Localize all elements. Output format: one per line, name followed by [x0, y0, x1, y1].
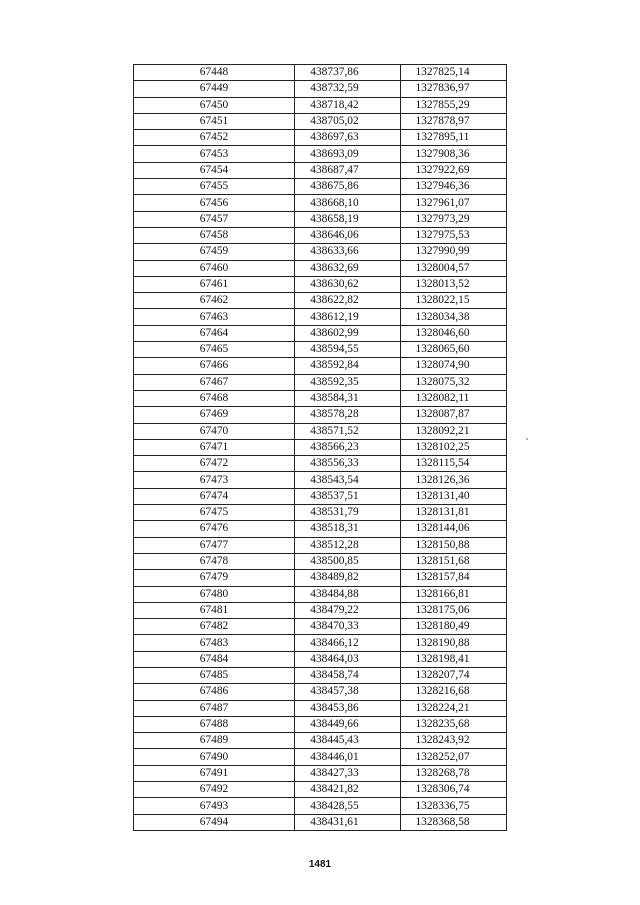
point-number-cell: 67466 [134, 358, 295, 374]
y-coordinate-cell: 1328268,78 [401, 765, 507, 781]
table-row [134, 276, 507, 292]
y-coordinate-cell: 1328166,81 [401, 586, 507, 602]
x-coordinate-cell: 438622,82 [295, 293, 401, 309]
x-coordinate-cell: 438592,35 [295, 374, 401, 390]
table-row [134, 309, 507, 325]
point-number-cell: 67460 [134, 260, 295, 276]
x-coordinate-cell: 438633,66 [295, 244, 401, 260]
point-number-cell: 67494 [134, 814, 295, 830]
table-row [134, 798, 507, 814]
table-row [134, 162, 507, 178]
table-row [134, 325, 507, 341]
point-number-cell: 67465 [134, 342, 295, 358]
table-row [134, 716, 507, 732]
y-coordinate-cell: 1328065,60 [401, 342, 507, 358]
y-coordinate-cell: 1328180,49 [401, 619, 507, 635]
x-coordinate-cell: 438466,12 [295, 635, 401, 651]
x-coordinate-cell: 438697,63 [295, 130, 401, 146]
y-coordinate-cell: 1328157,84 [401, 570, 507, 586]
point-number-cell: 67486 [134, 684, 295, 700]
x-coordinate-cell: 438518,31 [295, 521, 401, 537]
x-coordinate-cell: 438479,22 [295, 602, 401, 618]
point-number-cell: 67461 [134, 276, 295, 292]
x-coordinate-cell: 438556,33 [295, 456, 401, 472]
table-row [134, 358, 507, 374]
y-coordinate-cell: 1328074,90 [401, 358, 507, 374]
x-coordinate-cell: 438578,28 [295, 407, 401, 423]
table-row [134, 130, 507, 146]
x-coordinate-cell: 438470,33 [295, 619, 401, 635]
table-row [134, 179, 507, 195]
point-number-cell: 67452 [134, 130, 295, 146]
x-coordinate-cell: 438584,31 [295, 390, 401, 406]
y-coordinate-cell: 1328004,57 [401, 260, 507, 276]
y-coordinate-cell: 1327975,53 [401, 227, 507, 243]
table-row [134, 390, 507, 406]
point-number-cell: 67474 [134, 488, 295, 504]
y-coordinate-cell: 1327973,29 [401, 211, 507, 227]
x-coordinate-cell: 438446,01 [295, 749, 401, 765]
point-number-cell: 67479 [134, 570, 295, 586]
table-row [134, 505, 507, 521]
y-coordinate-cell: 1328092,21 [401, 423, 507, 439]
x-coordinate-cell: 438453,86 [295, 700, 401, 716]
x-coordinate-cell: 438457,38 [295, 684, 401, 700]
y-coordinate-cell: 1328190,88 [401, 635, 507, 651]
table-row [134, 113, 507, 129]
table-row [134, 260, 507, 276]
y-coordinate-cell: 1328131,81 [401, 505, 507, 521]
point-number-cell: 67451 [134, 113, 295, 129]
point-number-cell: 67492 [134, 782, 295, 798]
x-coordinate-cell: 438566,23 [295, 439, 401, 455]
table-row [134, 814, 507, 830]
y-coordinate-cell: 1328046,60 [401, 325, 507, 341]
table-row [134, 782, 507, 798]
x-coordinate-cell: 438500,85 [295, 553, 401, 569]
x-coordinate-cell: 438489,82 [295, 570, 401, 586]
y-coordinate-cell: 1328243,92 [401, 733, 507, 749]
x-coordinate-cell: 438543,54 [295, 472, 401, 488]
x-coordinate-cell: 438612,19 [295, 309, 401, 325]
x-coordinate-cell: 438592,84 [295, 358, 401, 374]
y-coordinate-cell: 1328252,07 [401, 749, 507, 765]
point-number-cell: 67484 [134, 651, 295, 667]
table-row [134, 81, 507, 97]
y-coordinate-cell: 1328131,40 [401, 488, 507, 504]
point-number-cell: 67481 [134, 602, 295, 618]
point-number-cell: 67490 [134, 749, 295, 765]
y-coordinate-cell: 1328075,32 [401, 374, 507, 390]
x-coordinate-cell: 438531,79 [295, 505, 401, 521]
x-coordinate-cell: 438632,69 [295, 260, 401, 276]
table-row [134, 293, 507, 309]
y-coordinate-cell: 1328013,52 [401, 276, 507, 292]
y-coordinate-cell: 1327895,11 [401, 130, 507, 146]
x-coordinate-cell: 438646,06 [295, 227, 401, 243]
point-number-cell: 67493 [134, 798, 295, 814]
y-coordinate-cell: 1328022,15 [401, 293, 507, 309]
x-coordinate-cell: 438571,52 [295, 423, 401, 439]
x-coordinate-cell: 438449,66 [295, 716, 401, 732]
y-coordinate-cell: 1328150,88 [401, 537, 507, 553]
point-number-cell: 67449 [134, 81, 295, 97]
point-number-cell: 67472 [134, 456, 295, 472]
point-number-cell: 67485 [134, 667, 295, 683]
y-coordinate-cell: 1328198,41 [401, 651, 507, 667]
y-coordinate-cell: 1328144,06 [401, 521, 507, 537]
coordinates-table [133, 64, 507, 831]
table-row [134, 619, 507, 635]
point-number-cell: 67476 [134, 521, 295, 537]
point-number-cell: 67455 [134, 179, 295, 195]
point-number-cell: 67464 [134, 325, 295, 341]
table-row [134, 211, 507, 227]
y-coordinate-cell: 1327855,29 [401, 97, 507, 113]
y-coordinate-cell: 1328175,06 [401, 602, 507, 618]
table-row [134, 407, 507, 423]
y-coordinate-cell: 1328216,68 [401, 684, 507, 700]
x-coordinate-cell: 438693,09 [295, 146, 401, 162]
x-coordinate-cell: 438464,03 [295, 651, 401, 667]
table-row [134, 488, 507, 504]
point-number-cell: 67458 [134, 227, 295, 243]
x-coordinate-cell: 438732,59 [295, 81, 401, 97]
y-coordinate-cell: 1327878,97 [401, 113, 507, 129]
point-number-cell: 67489 [134, 733, 295, 749]
table-row [134, 342, 507, 358]
point-number-cell: 67475 [134, 505, 295, 521]
x-coordinate-cell: 438512,28 [295, 537, 401, 553]
point-number-cell: 67459 [134, 244, 295, 260]
table-row [134, 684, 507, 700]
table-row [134, 423, 507, 439]
point-number-cell: 67487 [134, 700, 295, 716]
point-number-cell: 67453 [134, 146, 295, 162]
table-row [134, 667, 507, 683]
x-coordinate-cell: 438427,33 [295, 765, 401, 781]
x-coordinate-cell: 438675,86 [295, 179, 401, 195]
table-row [134, 749, 507, 765]
x-coordinate-cell: 438602,99 [295, 325, 401, 341]
coordinates-table-body [134, 65, 507, 831]
y-coordinate-cell: 1327908,36 [401, 146, 507, 162]
x-coordinate-cell: 438431,61 [295, 814, 401, 830]
y-coordinate-cell: 1327990,99 [401, 244, 507, 260]
y-coordinate-cell: 1328115,54 [401, 456, 507, 472]
page-number: 1481 [308, 859, 332, 870]
x-coordinate-cell: 438421,82 [295, 782, 401, 798]
point-number-cell: 67471 [134, 439, 295, 455]
table-row [134, 765, 507, 781]
table-row [134, 635, 507, 651]
table-row [134, 651, 507, 667]
table-row [134, 570, 507, 586]
point-number-cell: 67473 [134, 472, 295, 488]
table-row [134, 602, 507, 618]
table-row [134, 374, 507, 390]
table-row [134, 733, 507, 749]
x-coordinate-cell: 438668,10 [295, 195, 401, 211]
x-coordinate-cell: 438718,42 [295, 97, 401, 113]
y-coordinate-cell: 1328082,11 [401, 390, 507, 406]
point-number-cell: 67457 [134, 211, 295, 227]
table-row [134, 700, 507, 716]
table-row [134, 472, 507, 488]
y-coordinate-cell: 1327961,07 [401, 195, 507, 211]
table-row [134, 97, 507, 113]
x-coordinate-cell: 438594,55 [295, 342, 401, 358]
y-coordinate-cell: 1328207,74 [401, 667, 507, 683]
y-coordinate-cell: 1328306,74 [401, 782, 507, 798]
table-row [134, 521, 507, 537]
x-coordinate-cell: 438687,47 [295, 162, 401, 178]
x-coordinate-cell: 438458,74 [295, 667, 401, 683]
table-row [134, 195, 507, 211]
point-number-cell: 67470 [134, 423, 295, 439]
point-number-cell: 67482 [134, 619, 295, 635]
table-row [134, 456, 507, 472]
x-coordinate-cell: 438484,88 [295, 586, 401, 602]
point-number-cell: 67477 [134, 537, 295, 553]
table-row [134, 65, 507, 81]
table-row [134, 553, 507, 569]
point-number-cell: 67491 [134, 765, 295, 781]
y-coordinate-cell: 1328087,87 [401, 407, 507, 423]
table-row [134, 537, 507, 553]
point-number-cell: 67469 [134, 407, 295, 423]
y-coordinate-cell: 1328235,68 [401, 716, 507, 732]
point-number-cell: 67448 [134, 65, 295, 81]
y-coordinate-cell: 1327946,36 [401, 179, 507, 195]
y-coordinate-cell: 1328368,58 [401, 814, 507, 830]
point-number-cell: 67462 [134, 293, 295, 309]
x-coordinate-cell: 438537,51 [295, 488, 401, 504]
point-number-cell: 67450 [134, 97, 295, 113]
y-coordinate-cell: 1328224,21 [401, 700, 507, 716]
x-coordinate-cell: 438630,62 [295, 276, 401, 292]
table-row [134, 439, 507, 455]
point-number-cell: 67454 [134, 162, 295, 178]
point-number-cell: 67456 [134, 195, 295, 211]
y-coordinate-cell: 1328126,36 [401, 472, 507, 488]
point-number-cell: 67467 [134, 374, 295, 390]
table-row [134, 227, 507, 243]
point-number-cell: 67480 [134, 586, 295, 602]
x-coordinate-cell: 438428,55 [295, 798, 401, 814]
point-number-cell: 67483 [134, 635, 295, 651]
scan-speck [526, 438, 528, 440]
y-coordinate-cell: 1327922,69 [401, 162, 507, 178]
table-row [134, 146, 507, 162]
point-number-cell: 67488 [134, 716, 295, 732]
x-coordinate-cell: 438705,02 [295, 113, 401, 129]
y-coordinate-cell: 1328151,68 [401, 553, 507, 569]
x-coordinate-cell: 438737,86 [295, 65, 401, 81]
y-coordinate-cell: 1327825,14 [401, 65, 507, 81]
point-number-cell: 67478 [134, 553, 295, 569]
table-row [134, 586, 507, 602]
point-number-cell: 67463 [134, 309, 295, 325]
y-coordinate-cell: 1328034,38 [401, 309, 507, 325]
y-coordinate-cell: 1328102,25 [401, 439, 507, 455]
table-row [134, 244, 507, 260]
point-number-cell: 67468 [134, 390, 295, 406]
x-coordinate-cell: 438658,19 [295, 211, 401, 227]
y-coordinate-cell: 1327836,97 [401, 81, 507, 97]
x-coordinate-cell: 438445,43 [295, 733, 401, 749]
y-coordinate-cell: 1328336,75 [401, 798, 507, 814]
